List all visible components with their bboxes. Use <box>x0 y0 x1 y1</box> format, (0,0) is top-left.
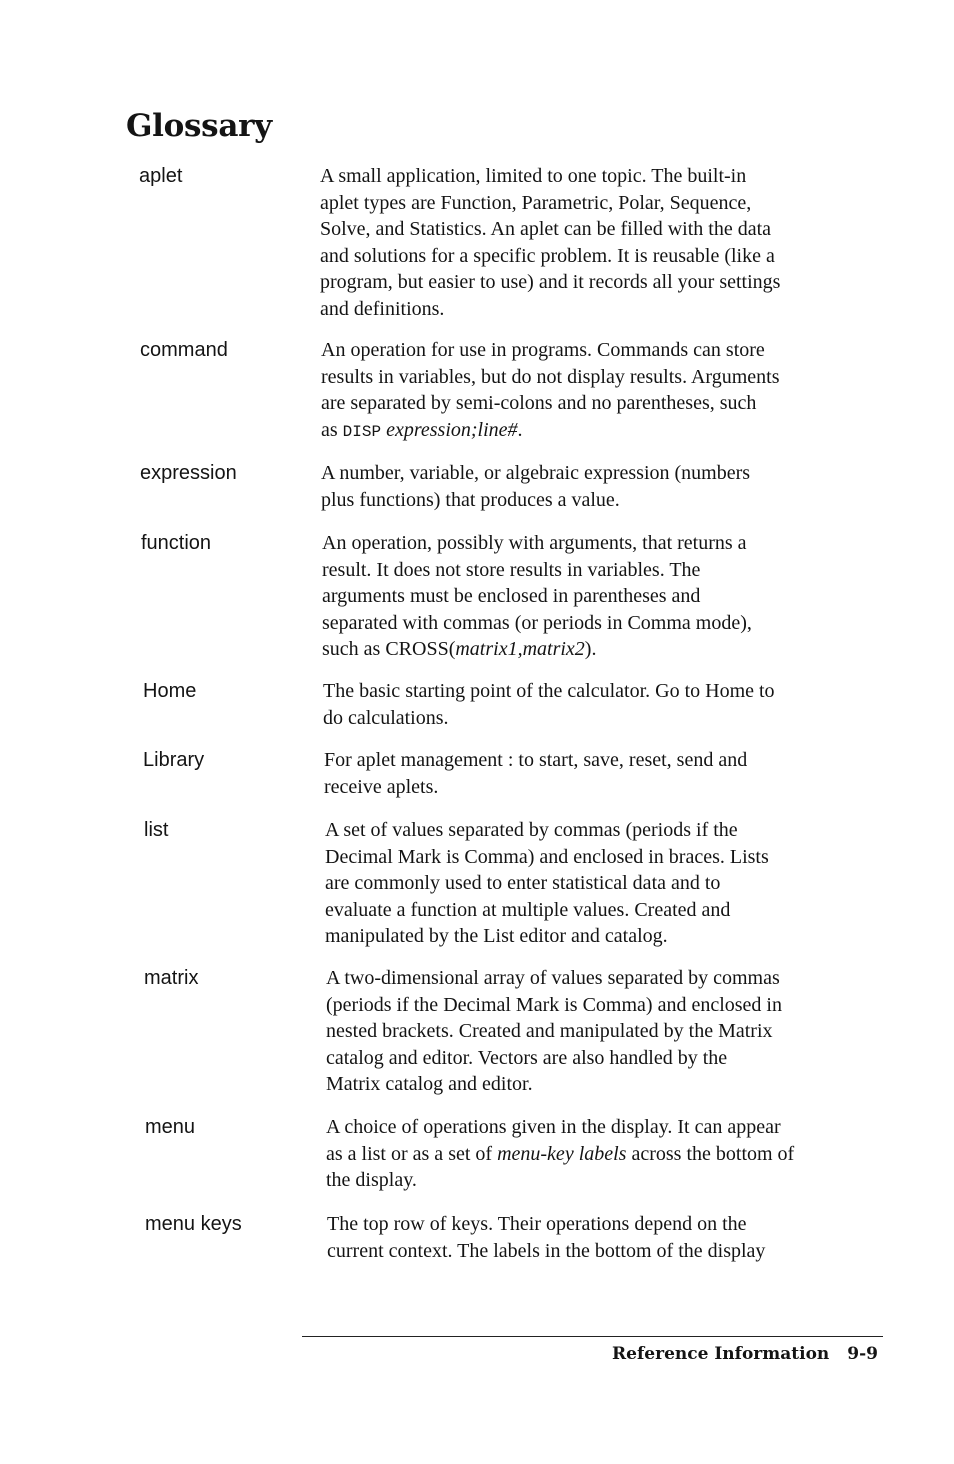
footer-section-title: Reference Information <box>612 1344 830 1364</box>
definition-line: A set of values separated by commas (periods if the <box>325 819 738 841</box>
definition-list <box>325 817 870 950</box>
definition-menu-keys <box>327 1211 872 1264</box>
definition-line: An operation for use in programs. Commands can store <box>321 339 765 361</box>
page-number: 9-9 <box>847 1344 878 1364</box>
page-title: Glossary <box>126 108 272 144</box>
text-fragment: such as CROSS( <box>322 638 456 660</box>
definition-line: result. It does not store results in variables. The <box>322 558 701 581</box>
definition-expression <box>321 460 866 513</box>
text-fragment: as a list or as a set of <box>326 1142 498 1165</box>
definition-line <box>322 636 867 663</box>
definition-line: The top row of keys. Their operations depend on the <box>327 1213 747 1235</box>
definition-line: separated with commas (or periods in Comma mode), <box>322 611 752 634</box>
definition-line: A choice of operations given in the display. It can appear <box>326 1116 781 1138</box>
page-footer <box>0 1344 878 1364</box>
definition-command <box>321 337 866 445</box>
term-function: function <box>141 532 212 554</box>
definition-line: nested brackets. Created and manipulated by the Matrix <box>326 1020 773 1042</box>
definition-line: program, but easier to use) and it records all your settings <box>320 271 781 293</box>
definition-home <box>323 678 868 731</box>
footer-rule <box>302 1336 883 1337</box>
term-home: Home <box>143 680 197 702</box>
definition-line: A two-dimensional array of values separated by commas <box>326 967 780 989</box>
term-expression: expression <box>140 462 237 484</box>
definition-line: A number, variable, or algebraic expression (numbers <box>321 462 751 484</box>
definition-line: receive aplets. <box>324 775 439 798</box>
definition-line: evaluate a function at multiple values. Created and <box>325 898 731 921</box>
definition-line: A small application, limited to one topic. The built-in <box>320 165 747 187</box>
definition-line: aplet types are Function, Parametric, Polar, Sequence, <box>320 191 752 214</box>
definition-line <box>326 1141 871 1168</box>
definition-line: Matrix catalog and editor. <box>326 1073 533 1095</box>
definition-line: Solve, and Statistics. An aplet can be filled with the data <box>320 218 772 240</box>
text-fragment: as <box>321 418 343 441</box>
italic-text: expression;line# <box>381 418 518 441</box>
definition-line: and definitions. <box>320 297 445 320</box>
definition-line: An operation, possibly with arguments, that returns a <box>322 532 747 554</box>
term-matrix: matrix <box>144 967 199 989</box>
definition-line: the display. <box>326 1169 417 1191</box>
definition-line: do calculations. <box>323 706 449 729</box>
definition-line: (periods if the Decimal Mark is Comma) and enclosed in <box>326 993 782 1016</box>
definition-matrix <box>326 965 871 1098</box>
definition-line: current context. The labels in the bottom of the display <box>327 1239 766 1262</box>
definition-line: The basic starting point of the calculator. Go to Home to <box>323 680 775 702</box>
definition-line: results in variables, but do not display results. Arguments <box>321 365 780 388</box>
definition-function <box>322 530 867 663</box>
term-menu: menu <box>145 1116 196 1138</box>
code-text: DISP <box>342 422 382 441</box>
definition-line: Decimal Mark is Comma) and enclosed in braces. Lists <box>325 845 769 868</box>
italic-text: matrix1,matrix2 <box>455 638 585 660</box>
italic-text: menu-key labels <box>497 1142 627 1165</box>
term-list: list <box>144 819 169 841</box>
term-library: Library <box>143 749 205 771</box>
definition-aplet <box>320 163 865 322</box>
term-menu-keys: menu keys <box>145 1213 242 1235</box>
definition-library <box>324 747 869 800</box>
text-fragment: . <box>517 418 523 441</box>
term-aplet: aplet <box>139 165 183 187</box>
definition-line: arguments must be enclosed in parentheses and <box>322 585 701 607</box>
text-fragment: across the bottom of <box>626 1142 795 1165</box>
definition-line: and solutions for a specific problem. It is reusable (like a <box>320 244 775 267</box>
definition-line: are separated by semi-colons and no parentheses, such <box>321 392 757 414</box>
term-command: command <box>140 339 228 361</box>
definition-line: manipulated by the List editor and catalog. <box>325 925 668 947</box>
definition-line: For aplet management : to start, save, reset, send and <box>324 749 748 771</box>
text-fragment: ). <box>584 638 597 660</box>
definition-line: catalog and editor. Vectors are also handled by the <box>326 1046 728 1069</box>
definition-line <box>321 417 866 446</box>
definition-line: plus functions) that produces a value. <box>321 488 620 511</box>
definition-menu <box>326 1114 871 1194</box>
definition-line: are commonly used to enter statistical data and to <box>325 872 721 894</box>
